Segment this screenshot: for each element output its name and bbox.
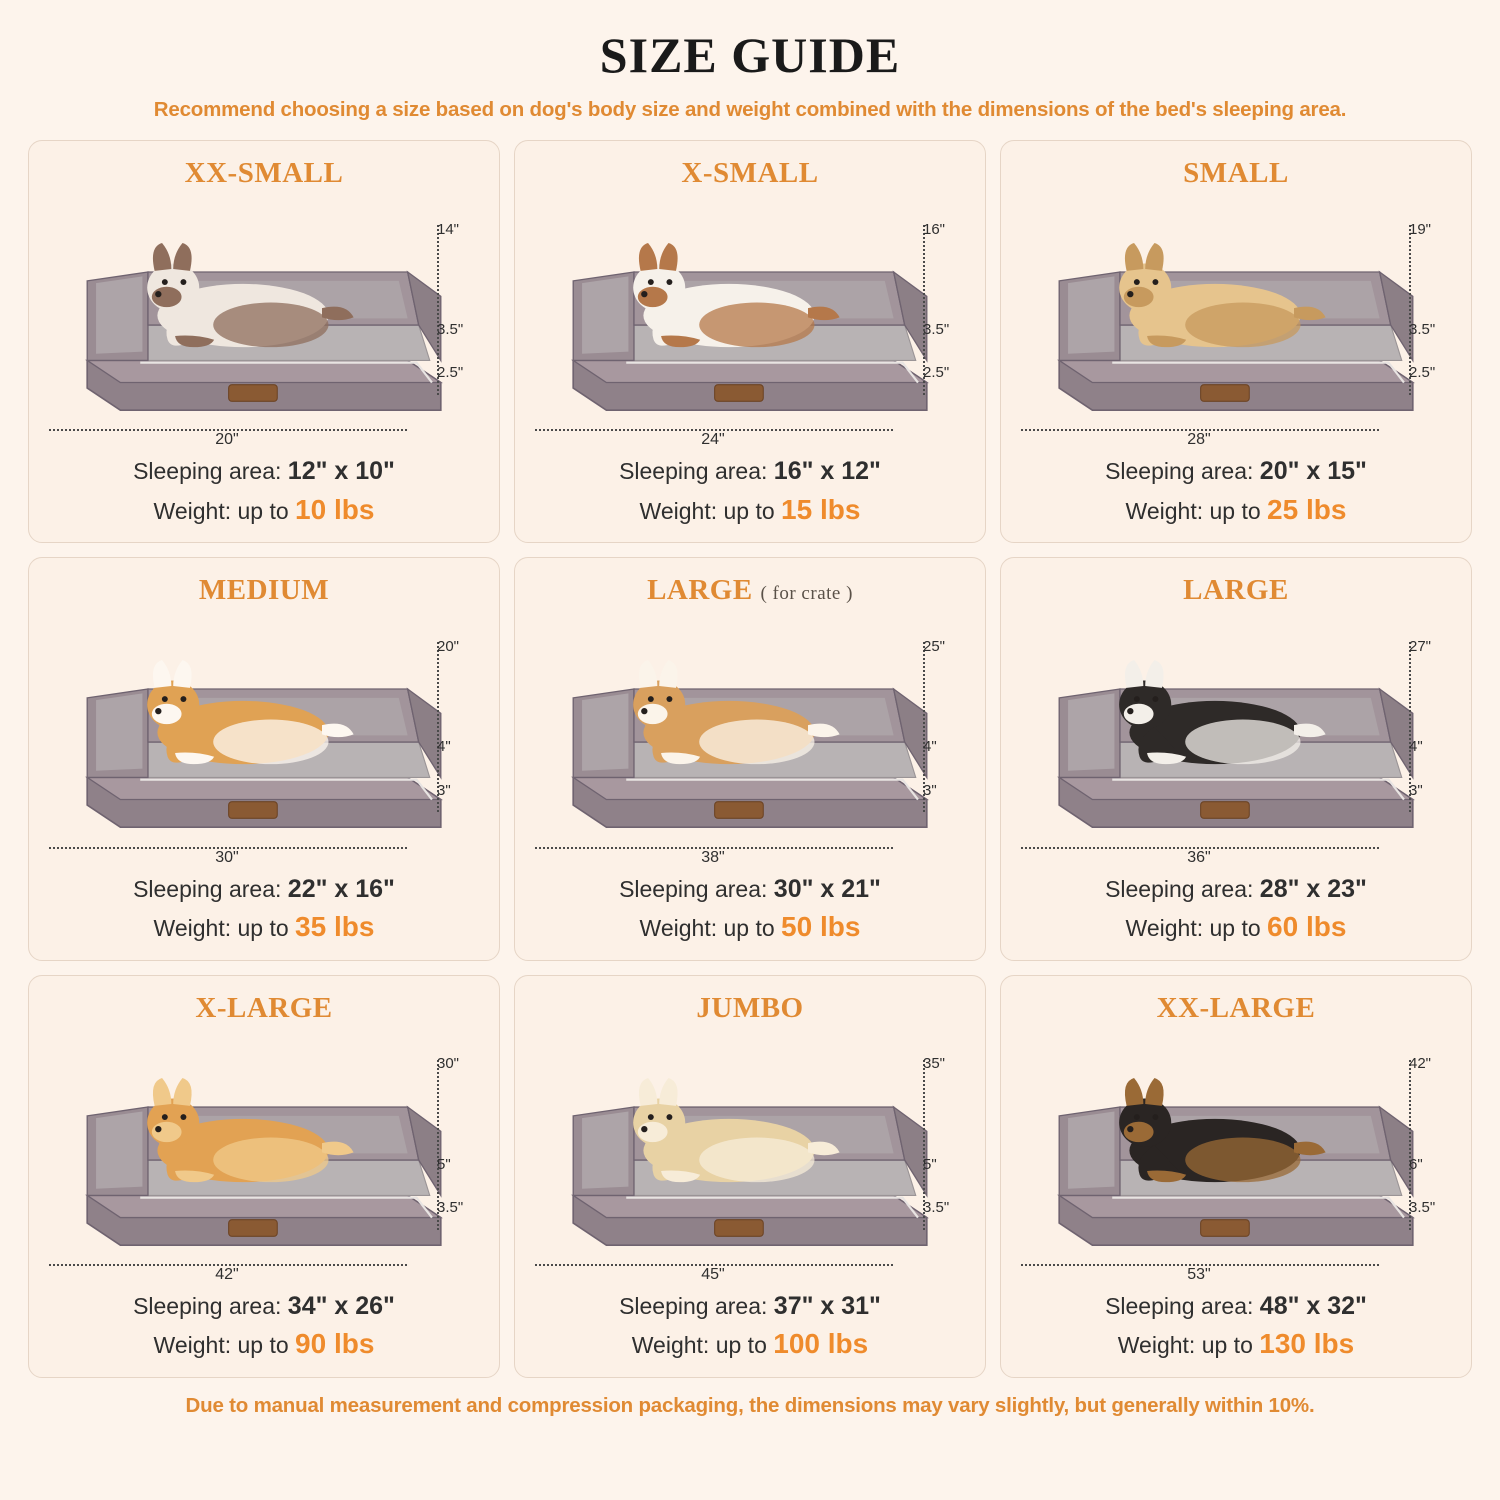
total-height-label: 35" xyxy=(923,1055,946,1073)
size-name: XX-SMALL xyxy=(184,157,344,189)
weight-value: 100 lbs xyxy=(773,1328,869,1360)
size-name: LARGE xyxy=(647,574,753,607)
bolster-height-label: 3.5" xyxy=(923,320,950,338)
base-height-label: 3.5" xyxy=(437,1199,464,1217)
sleeping-area-value: 22" x 16" xyxy=(287,874,395,903)
dog-figure-cat xyxy=(43,192,415,433)
sleeping-area-line xyxy=(43,453,485,489)
total-height-label: 14" xyxy=(437,220,460,238)
dog-figure-border-collie xyxy=(1015,609,1387,850)
page-subtitle: Recommend choosing a size based on dog's body size and weight combined with the dimensions of the bed's sleeping area. xyxy=(153,98,1347,121)
dog-figure-labrador xyxy=(529,1027,901,1269)
weight-line xyxy=(43,1324,485,1365)
dog-figure-golden-retriever xyxy=(43,1027,415,1269)
height-dimension-group xyxy=(1383,208,1455,426)
sleeping-area-prefix: Sleeping area: xyxy=(133,875,288,902)
sleeping-area-value: 16" x 12" xyxy=(773,457,881,486)
size-card-title xyxy=(1015,992,1457,1025)
size-card-specs xyxy=(529,871,971,948)
weight-value: 90 lbs xyxy=(295,1328,375,1360)
width-label: 45" xyxy=(701,1266,725,1284)
total-height-label: 19" xyxy=(1409,220,1432,238)
size-name: JUMBO xyxy=(696,991,804,1024)
size-card-title xyxy=(43,992,485,1025)
sleeping-area-value: 28" x 23" xyxy=(1259,874,1367,903)
footer-disclaimer: Due to manual measurement and compression packaging, the dimensions may vary slightly, but generally within 10%. xyxy=(185,1394,1315,1417)
sleeping-area-line xyxy=(1015,871,1457,907)
weight-prefix: Weight: up to xyxy=(639,915,782,942)
width-label: 24" xyxy=(701,431,725,449)
size-note: ( for crate ) xyxy=(760,583,853,605)
size-name: MEDIUM xyxy=(198,574,330,607)
bolster-height-label: 3.5" xyxy=(1409,320,1436,338)
sleeping-area-value: 30" x 21" xyxy=(773,874,881,903)
sleeping-area-line xyxy=(1015,453,1457,489)
size-name: X-LARGE xyxy=(195,991,333,1024)
size-card-medium xyxy=(28,557,500,960)
sleeping-area-line xyxy=(529,453,971,489)
size-card-grid xyxy=(28,140,1472,1378)
size-card-large xyxy=(1000,557,1472,960)
base-height-label: 3" xyxy=(437,781,451,799)
total-height-label: 30" xyxy=(437,1055,460,1073)
weight-prefix: Weight: up to xyxy=(153,915,296,942)
size-card-title xyxy=(43,157,485,190)
width-label: 38" xyxy=(701,848,725,866)
base-height-label: 2.5" xyxy=(437,364,464,382)
size-card-xx-small xyxy=(28,140,500,543)
sleeping-area-line xyxy=(529,1288,971,1324)
weight-line xyxy=(1015,1324,1457,1365)
sleeping-area-prefix: Sleeping area: xyxy=(619,875,774,902)
size-card-specs xyxy=(529,453,971,530)
size-name: X-SMALL xyxy=(681,157,819,189)
sleeping-area-value: 37" x 31" xyxy=(773,1292,881,1321)
sleeping-area-line xyxy=(529,871,971,907)
size-card-title xyxy=(529,157,971,190)
size-card-specs xyxy=(1015,453,1457,530)
bolster-height-label: 4" xyxy=(437,738,451,756)
sleeping-area-prefix: Sleeping area: xyxy=(1105,875,1260,902)
bolster-height-label: 4" xyxy=(1409,738,1423,756)
weight-line xyxy=(1015,490,1457,531)
size-card-specs xyxy=(1015,1288,1457,1365)
total-height-label: 20" xyxy=(437,637,460,655)
weight-line xyxy=(43,490,485,531)
size-name: XX-LARGE xyxy=(1156,991,1316,1024)
weight-value: 10 lbs xyxy=(295,493,375,525)
width-label: 42" xyxy=(215,1266,239,1284)
bolster-height-label: 6" xyxy=(1409,1155,1423,1173)
base-height-label: 3" xyxy=(923,781,937,799)
dog-figure-french-bulldog xyxy=(1015,192,1387,433)
size-card-specs xyxy=(1015,871,1457,948)
bed-illustration xyxy=(43,192,485,451)
sleeping-area-value: 20" x 15" xyxy=(1259,457,1367,486)
bed-illustration xyxy=(1015,1027,1457,1287)
height-dimension-group xyxy=(897,625,969,843)
height-dimension-group xyxy=(897,208,969,426)
bed-illustration xyxy=(43,609,485,868)
sleeping-area-line xyxy=(43,1288,485,1324)
size-name: LARGE xyxy=(1183,574,1289,607)
size-card-specs xyxy=(43,453,485,530)
bed-illustration xyxy=(1015,192,1457,451)
sleeping-area-value: 48" x 32" xyxy=(1259,1292,1367,1321)
total-height-label: 25" xyxy=(923,637,946,655)
height-dimension-group xyxy=(411,625,483,843)
size-card-title xyxy=(1015,574,1457,607)
sleeping-area-prefix: Sleeping area: xyxy=(619,1293,774,1320)
size-name: SMALL xyxy=(1183,157,1289,189)
weight-line xyxy=(529,1324,971,1365)
sleeping-area-value: 12" x 10" xyxy=(287,457,395,486)
weight-line xyxy=(1015,907,1457,948)
weight-value: 15 lbs xyxy=(781,493,861,525)
bolster-height-label: 5" xyxy=(437,1155,451,1173)
size-card-large xyxy=(514,557,986,960)
total-height-label: 27" xyxy=(1409,637,1432,655)
size-card-title xyxy=(1015,157,1457,190)
bed-illustration xyxy=(1015,609,1457,868)
total-height-label: 42" xyxy=(1409,1055,1432,1073)
weight-value: 35 lbs xyxy=(295,911,375,943)
weight-value: 130 lbs xyxy=(1259,1328,1355,1360)
weight-value: 25 lbs xyxy=(1267,493,1347,525)
size-card-title xyxy=(529,574,971,607)
dog-figure-shiba-inu xyxy=(529,609,901,850)
bed-illustration xyxy=(529,609,971,868)
sleeping-area-line xyxy=(1015,1288,1457,1324)
base-height-label: 3.5" xyxy=(923,1199,950,1217)
page-title: SIZE GUIDE xyxy=(599,27,901,83)
size-card-xx-large xyxy=(1000,975,1472,1378)
size-card-jumbo xyxy=(514,975,986,1378)
weight-prefix: Weight: up to xyxy=(153,497,296,524)
bed-illustration xyxy=(529,192,971,451)
size-card-specs xyxy=(43,871,485,948)
sleeping-area-prefix: Sleeping area: xyxy=(1105,1293,1260,1320)
sleeping-area-prefix: Sleeping area: xyxy=(133,1293,288,1320)
bed-illustration xyxy=(529,1027,971,1287)
bed-illustration xyxy=(43,1027,485,1287)
width-label: 30" xyxy=(215,848,239,866)
base-height-label: 3.5" xyxy=(1409,1199,1436,1217)
weight-prefix: Weight: up to xyxy=(153,1332,296,1359)
bolster-height-label: 3.5" xyxy=(437,320,464,338)
weight-value: 60 lbs xyxy=(1267,911,1347,943)
size-card-specs xyxy=(43,1288,485,1365)
sleeping-area-prefix: Sleeping area: xyxy=(133,458,288,485)
base-height-label: 3" xyxy=(1409,781,1423,799)
size-card-title xyxy=(43,574,485,607)
weight-prefix: Weight: up to xyxy=(1117,1332,1260,1359)
dog-figure-shih-tzu xyxy=(529,192,901,433)
weight-line xyxy=(43,907,485,948)
size-card-x-small xyxy=(514,140,986,543)
size-card-specs xyxy=(529,1288,971,1365)
height-dimension-group xyxy=(411,208,483,426)
weight-prefix: Weight: up to xyxy=(639,497,782,524)
height-dimension-group xyxy=(1383,625,1455,843)
weight-value: 50 lbs xyxy=(781,911,861,943)
height-dimension-group xyxy=(1383,1042,1455,1260)
sleeping-area-prefix: Sleeping area: xyxy=(1105,458,1260,485)
weight-prefix: Weight: up to xyxy=(1125,915,1268,942)
base-height-label: 2.5" xyxy=(923,364,950,382)
size-card-x-large xyxy=(28,975,500,1378)
size-card-small xyxy=(1000,140,1472,543)
sleeping-area-prefix: Sleeping area: xyxy=(619,458,774,485)
width-label: 53" xyxy=(1187,1266,1211,1284)
dog-figure-rottweiler xyxy=(1015,1027,1387,1269)
weight-prefix: Weight: up to xyxy=(1125,497,1268,524)
weight-prefix: Weight: up to xyxy=(631,1332,774,1359)
width-label: 20" xyxy=(215,431,239,449)
bolster-height-label: 4" xyxy=(923,738,937,756)
width-label: 28" xyxy=(1187,431,1211,449)
base-height-label: 2.5" xyxy=(1409,364,1436,382)
width-label: 36" xyxy=(1187,848,1211,866)
sleeping-area-value: 34" x 26" xyxy=(287,1292,395,1321)
weight-line xyxy=(529,907,971,948)
height-dimension-group xyxy=(411,1042,483,1260)
bolster-height-label: 5" xyxy=(923,1155,937,1173)
total-height-label: 16" xyxy=(923,220,946,238)
height-dimension-group xyxy=(897,1042,969,1260)
weight-line xyxy=(529,490,971,531)
dog-figure-corgi xyxy=(43,609,415,850)
sleeping-area-line xyxy=(43,871,485,907)
size-card-title xyxy=(529,992,971,1025)
